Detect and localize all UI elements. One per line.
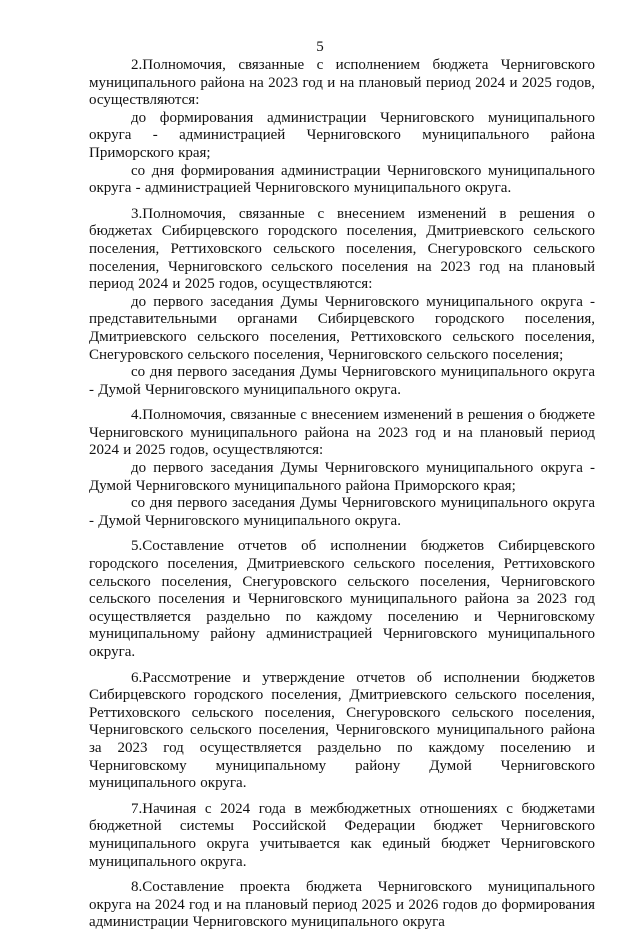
page-number: 5 — [316, 39, 324, 55]
paragraph-4-powers-district-budget-changes: 4.Полномочия, связанные с внесением изменений в решения о бюджете Черниговского муниципального района на 2023 год и на плановый период 2024 и 2025 годов, осуществляются: — [89, 407, 595, 459]
paragraph-8-draft-budget: 8.Составление проекта бюджета Черниговского муниципального округа на 2024 год и на плановый период 2025 и 2026 годов до формирования администрации Черниговского муниципального округа — [89, 879, 595, 931]
document-body — [89, 57, 595, 932]
paragraph-2-powers-budget-execution: 2.Полномочия, связанные с исполнением бюджета Черниговского муниципального района на 2023 год и на плановый период 2024 и 2025 годов, осуществляются: — [89, 57, 595, 109]
paragraph-5-budget-execution-reports: 5.Составление отчетов об исполнении бюджетов Сибирцевского городского поселения, Дмитриевского сельского поселения, Реттиховского сельского поселения, Снегуровского сельского поселения, Черниговского сельского поселения и Черниговского муниципального района за 2023 год осуществляется раздельно по каждому поселению и Черниговскому муниципальному району администрацией Черниговского муниципального округа. — [89, 538, 595, 660]
paragraph-2-until-administration-formed: до формирования администрации Черниговского муниципального округа - администрацией Черниговского муниципального района Приморского края; — [89, 109, 595, 161]
paragraph-7-unified-budget: 7.Начиная с 2024 года в межбюджетных отношениях с бюджетами бюджетной системы Российской Федерации бюджет Черниговского муниципального округа учитывается как единый бюджет Черниговского муниципального округа. — [89, 800, 595, 870]
paragraph-3-until-first-duma-session: до первого заседания Думы Черниговского муниципального округа - представительными органами Сибирцевского городского поселения, Дмитриевского сельского поселения, Реттиховского сельского поселения, Снегуровского сельского поселения, Черниговского сельского поселения; — [89, 293, 595, 363]
paragraph-3-powers-settlement-budget-changes: 3.Полномочия, связанные с внесением изменений в решения о бюджетах Сибирцевского городского поселения, Дмитриевского сельского поселения, Реттиховского сельского поселения, Снегуровского сельского поселения, Черниговского сельского поселения на 2023 год на плановый период 2024 и 2025 годов, осуществляются: — [89, 205, 595, 293]
paragraph-4-from-first-duma-session: со дня первого заседания Думы Черниговского муниципального округа - Думой Черниговского муниципального округа. — [89, 495, 595, 529]
paragraph-2-from-administration-formed: со дня формирования администрации Черниговского муниципального округа - администрацией Черниговского муниципального округа. — [89, 162, 595, 197]
paragraph-4-until-first-duma-session: до первого заседания Думы Черниговского муниципального округа - Думой Черниговского муниципального района Приморского края; — [89, 460, 595, 494]
paragraph-3-from-first-duma-session: со дня первого заседания Думы Черниговского муниципального округа - Думой Черниговского муниципального округа. — [89, 364, 595, 398]
paragraph-6-report-approval: 6.Рассмотрение и утверждение отчетов об исполнении бюджетов Сибирцевского городского поселения, Дмитриевского сельского поселения, Реттиховского сельского поселения, Снегуровского сельского поселения, Черниговского сельского поселения, Черниговского муниципального района за 2023 год осуществляется раздельно по каждому поселению и Черниговскому муниципальному району Думой Черниговского муниципального округа. — [89, 669, 595, 792]
